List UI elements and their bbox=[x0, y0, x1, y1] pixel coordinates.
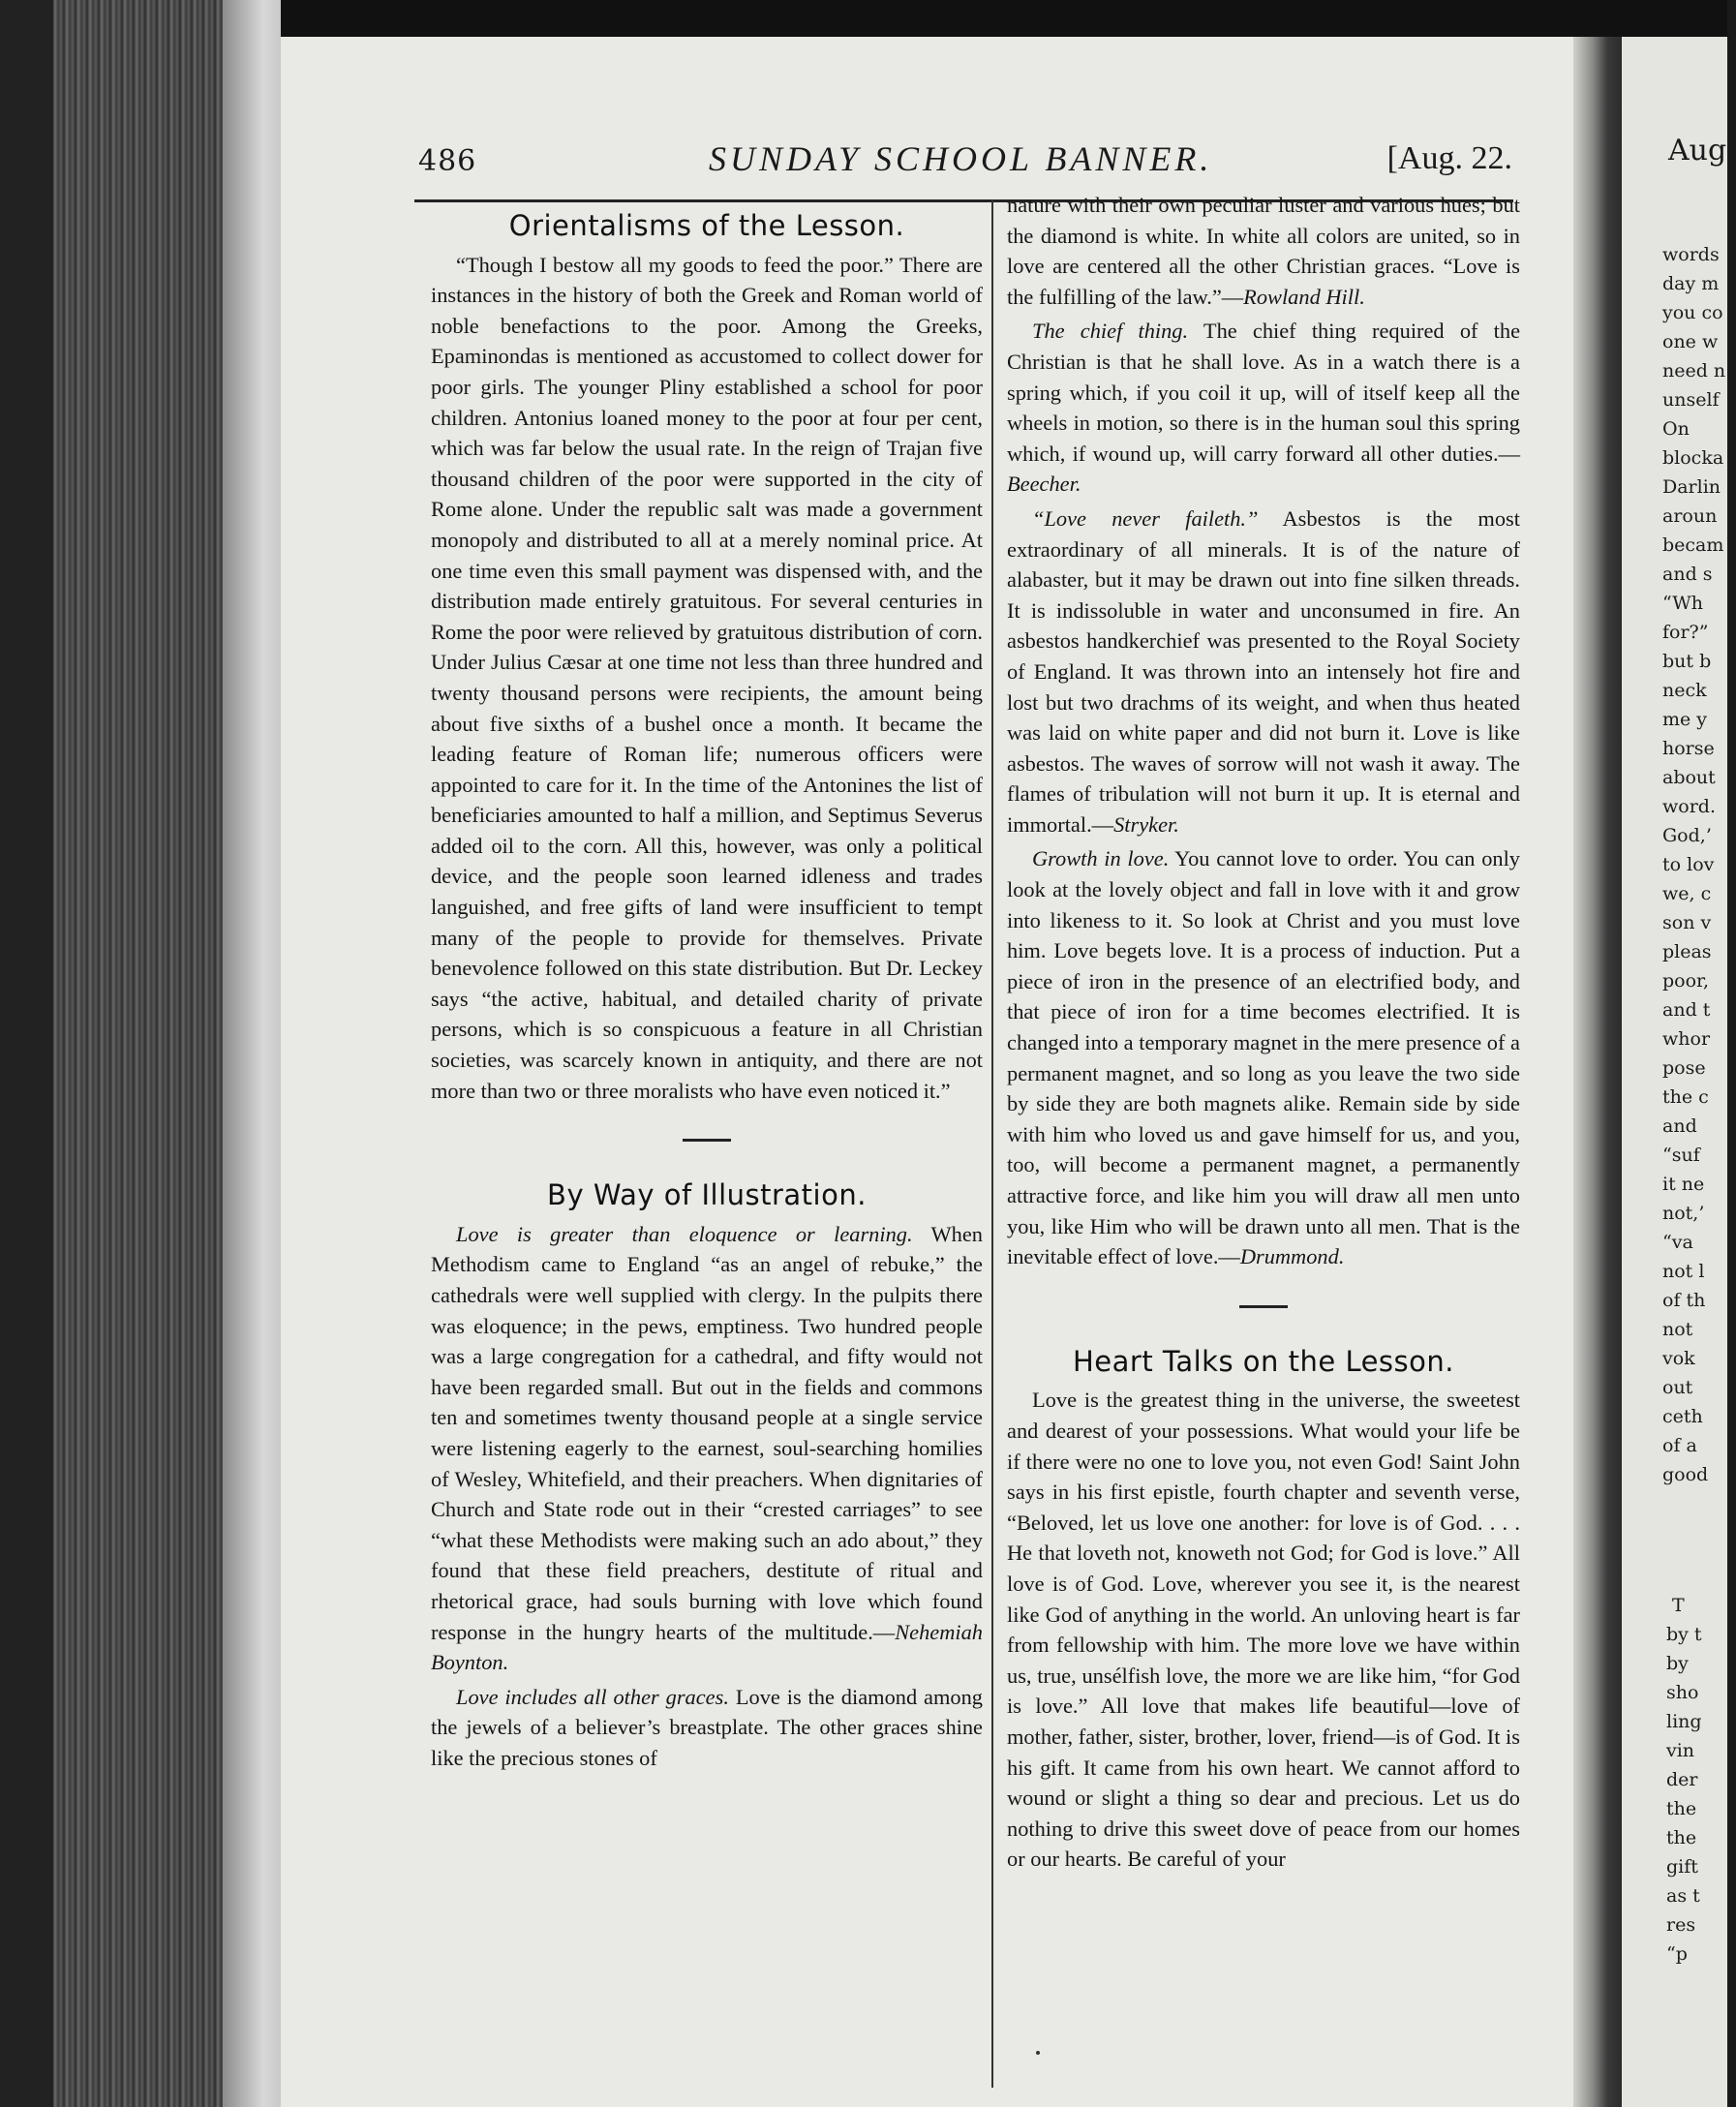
attribution: Nehemiah Boynton. bbox=[431, 1619, 983, 1675]
paragraph-lead: Growth in love. bbox=[1032, 846, 1170, 871]
page-number: 486 bbox=[418, 144, 477, 178]
facing-page-text-fragments-lower: T by t by sho ling vin der the the gift as t res “p bbox=[1666, 1595, 1702, 1965]
illustration-paragraph-eloquence bbox=[431, 1219, 983, 1678]
paragraph-lead: Love includes all other graces. bbox=[456, 1684, 729, 1709]
illustration-paragraph-chief-thing bbox=[1007, 316, 1520, 500]
illustration-continued bbox=[1007, 190, 1520, 312]
book-cover-edge bbox=[0, 0, 53, 2107]
illustration-paragraph-never-faileth bbox=[1007, 504, 1520, 840]
attribution: Beecher. bbox=[1007, 472, 1081, 497]
orientalisms-title: Orientalisms of the Lesson. bbox=[508, 209, 905, 242]
heart-talks-title: Heart Talks on the Lesson. bbox=[1073, 1344, 1454, 1378]
paragraph-lead: The chief thing. bbox=[1032, 319, 1189, 344]
illustration-paragraph-graces bbox=[431, 1682, 983, 1774]
section-divider bbox=[1239, 1305, 1288, 1308]
left-column bbox=[431, 211, 983, 1774]
print-speck bbox=[1036, 2051, 1040, 2055]
paragraph-body: nature with their own peculiar luster and various hues; but the diamond is white. In white all colors are united, so in love are centered all the other Christian graces. “Love is the fulfilling of the law.”— bbox=[1007, 193, 1520, 309]
attribution: Stryker. bbox=[1113, 811, 1179, 837]
right-column bbox=[1007, 190, 1520, 1875]
facing-page-head: Aug. bbox=[1668, 134, 1736, 168]
running-head bbox=[418, 138, 1512, 197]
facing-page-edge bbox=[1622, 37, 1736, 2107]
journal-title: SUNDAY SCHOOL BANNER. bbox=[709, 139, 1213, 178]
orientalisms-body: “Though I bestow all my goods to feed the poor.” There are instances in the history of both the Greek and Roman world of noble benefactions to the poor. Among the Greeks, Epaminondas is mentioned as accustomed to collect dower for poor girls. The younger Pliny established a school for poor children. Antonius loaned money to the poor at four per cent, which was far below the usual rate. In the reign of Trajan five thousand children of the poor were supported in the city of Rome alone. Under the republic salt was made a government monopoly and distributed to all at a merely nominal price. At one time even this small payment was dispensed with, and the distribution made entirely gratuitous. For several centuries in Rome the poor were relieved by gratuitous distribution of corn. Under Julius Cæsar at one time not less than three hundred and twenty thousand persons were recipients, the amount being about five sixths of a bushel once a month. It became the leading feature of Roman life; numerous officers were appointed to care for it. In the time of the Antonines the list of beneficiaries amounted to half a million, and Septimus Severus added oil to the corn. All this, however, was only a political device, and the people soon learned idleness and trades languished, and free gifts of land were insufficient to tempt many of the people to provide for themselves. Private benevolence followed on this state distribution. But Dr. Leckey says “the active, habitual, and detailed charity of private persons, which is so conspicuous a feature in all Christian societies, was scarcely known in antiquity, and there are not more than two or three moralists who have even noticed it.” bbox=[431, 252, 983, 1103]
paragraph-body: The chief thing required of the Christian is that he shall love. As in a watch there is a spring which, if you coil it up, will of itself keep all the wheels in motion, so there is in the human soul this spring which, if wound up, will carry forward all other duties.— bbox=[1007, 319, 1521, 466]
paragraph-body: You cannot love to order. You can only look at the lovely object and fall in love with it and grow into likeness to it. So look at Christ and you must love him. Love begets love. It is a process of induction. Put a piece of iron in the presence of an electrified body, and that piece of iron for a time becomes electrified. It is changed into a temporary magnet in the mere presence of a permanent magnet, and so long as you leave the two side by side they are both magnets alike. Remain side by side with him who loved us and gave himself for us, and you, too, will become a permanent magnet, a permanently attractive force, and like him you will draw all men unto you, like Him who will be drawn unto all men. That is the inevitable effect of love.— bbox=[1007, 846, 1520, 1269]
paragraph-lead: Love is greater than eloquence or learning. bbox=[456, 1221, 913, 1246]
section-divider bbox=[683, 1139, 731, 1142]
facing-page-text-fragments: words day m you co one w need n unself On blocka Darlin aroun becam and s “Wh for?” but b neck me y horse about word. God,’ to lov we, c son v pleas poor, and t whor pose the c and “suf it ne not,’ “va not l of th not vok out ceth of a good bbox=[1662, 244, 1726, 1485]
paragraph-lead: “Love never faileth.” bbox=[1032, 505, 1259, 531]
heart-talks-body: Love is the greatest thing in the universe, the sweetest and dearest of your possessions. What would your life be if there were no one to love you, not even God! Saint John says in his first epistle, fourth chapter and seventh verse, “Beloved, let us love one another: for love is of God. . . . He that loveth not, knoweth not God; for God is love.” All love is of God. Love, wherever you see it, is the nearest like God of anything in the world. An unloving heart is far from fellowship with him. The more love we have within us, true, unsélfish love, the more we are like him, “for God is love.” All love that makes life beautiful—love of mother, father, sister, brother, lover, friend—is of God. It is his gift. It came from his own heart. We cannot afford to wound or slight a thing so dear and precious. Let us do nothing to drive this sweet dove of peace from our homes or our hearts. Be careful of your bbox=[1007, 1388, 1520, 1872]
book-gutter bbox=[1573, 37, 1622, 2107]
paragraph-body: Love is the diamond among the jewels of a believer’s breastplate. The other graces shine like the precious stones of bbox=[431, 1684, 983, 1770]
attribution: Drummond. bbox=[1239, 1244, 1345, 1269]
paragraph-body: When Methodism came to England “as an angel of rebuke,” the cathedrals were well supplied with clergy. In the pulpits there was eloquence; in the pews, emptiness. Two hundred people was a large congregation for a cathedral, and fifty would not have been regarded small. But out in the fields and commons ten and sometimes twenty thousand people at a single service were listening eagerly to the earnest, soul-searching homilies of Wesley, Whitefield, and their preachers. When dignitaries of Church and State rode out in their “crested carriages” to see “what these Methodists were making such an ado about,” they found that these field preachers, destitute of ritual and rhetorical grace, had souls burning with love which found response in the hungry hearts of the multitude.— bbox=[431, 1221, 984, 1644]
issue-date: [Aug. 22. bbox=[1386, 140, 1512, 176]
column-rule bbox=[991, 199, 993, 2088]
paragraph-body: Asbestos is the most extraordinary of all minerals. It is of the nature of alabaster, but it may be drawn out into fine silken threads. It is indissoluble in water and unconsumed in fire. An asbestos handkerchief was presented to the Royal Society of England. It was thrown into an intensely hot fire and lost but two drachms of its weight, and when thus heated was laid on white paper and did not burn it. Love is like asbestos. The waves of sorrow will not wash it away. The flames of tribulation will not burn it up. It is eternal and immortal.— bbox=[1007, 505, 1520, 837]
book-page bbox=[281, 37, 1607, 2107]
illustration-paragraph-growth bbox=[1007, 843, 1520, 1271]
attribution: Rowland Hill. bbox=[1243, 284, 1365, 309]
illustration-title: By Way of Illustration. bbox=[547, 1178, 867, 1212]
